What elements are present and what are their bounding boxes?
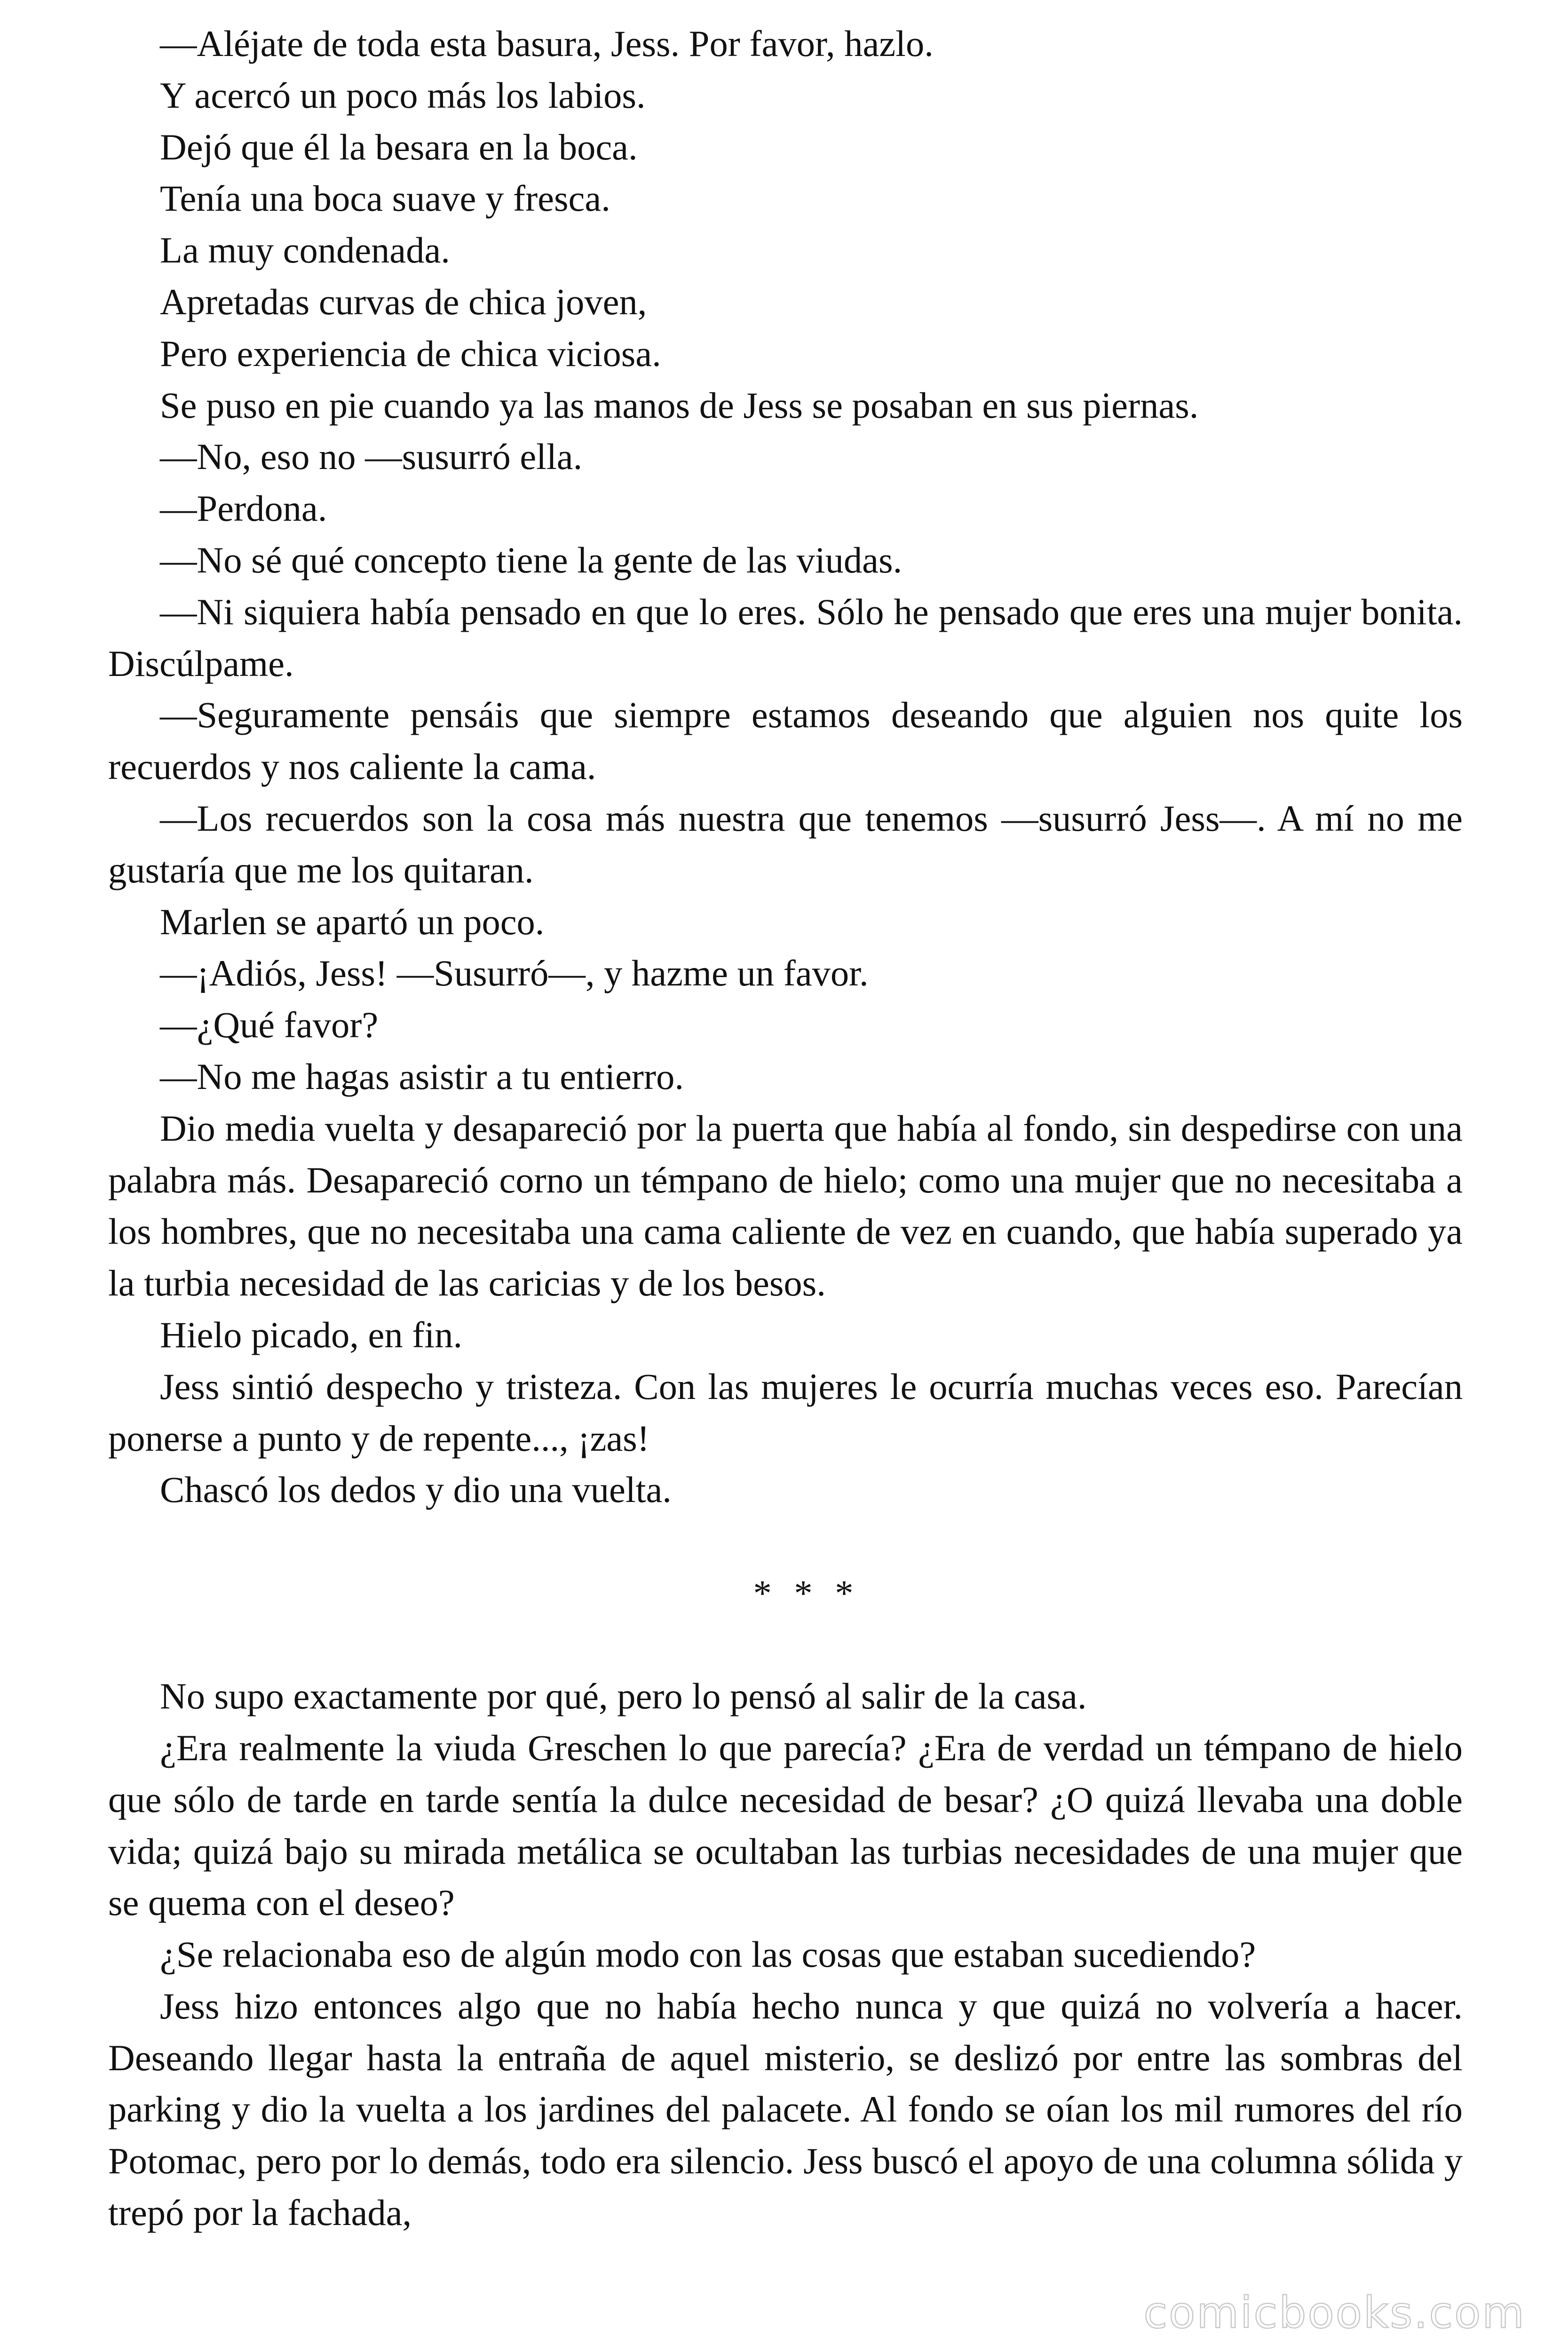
section-break: * * * [753,1573,860,1614]
paragraph: Hielo picado, en fin. [160,1314,463,1355]
dialogue-line: —Perdona. [160,488,327,529]
paragraph: Jess sintió despecho y tristeza. Con las mujeres le ocurría muchas veces eso. Parecían ponerse a punto y de repente..., ¡zas! [108,1366,1463,1459]
dialogue-line: —No me hagas asistir a tu entierro. [160,1056,684,1097]
dialogue-line: —¡Adiós, Jess! —Susurró—, y hazme un favor. [160,953,869,994]
dialogue-line: —Ni siquiera había pensado en que lo eres. Sólo he pensado que eres una mujer bonita. Discúlpame. [108,591,1463,684]
watermark: comicbooks.com [1143,2288,1526,2338]
paragraph: Apretadas curvas de chica joven, [160,281,647,322]
dialogue-line: —No, eso no —susurró ella. [160,436,583,477]
dialogue-line: —Los recuerdos son la cosa más nuestra que tenemos —susurró Jess—. A mí no me gustaría que me los quitaran. [108,797,1463,890]
paragraph: Dejó que él la besara en la boca. [160,126,638,167]
paragraph: La muy condenada. [160,230,450,271]
paragraph: No supo exactamente por qué, pero lo pensó al salir de la casa. [160,1676,1087,1717]
paragraph: —Aléjate de toda esta basura, Jess. Por favor, hazlo. [160,23,934,64]
paragraph: Chascó los dedos y dio una vuelta. [160,1469,672,1510]
paragraph: Tenía una boca suave y fresca. [160,178,610,219]
page-text [108,18,1463,2239]
paragraph: Marlen se apartó un poco. [160,901,545,942]
paragraph: ¿Era realmente la viuda Greschen lo que parecía? ¿Era de verdad un témpano de hielo que sólo de tarde en tarde sentía la dulce necesidad de besar? ¿O quizá llevaba una doble vida; quizá bajo su mirada metálica se ocultaban las turbias necesidades de una mujer que se quema con el deseo? [108,1727,1463,1923]
dialogue-line: —Seguramente pensáis que siempre estamos deseando que alguien nos quite los recuerdos y nos caliente la cama. [108,694,1463,787]
paragraph: Se puso en pie cuando ya las manos de Jess se posaban en sus piernas. [160,384,1199,426]
paragraph: Pero experiencia de chica viciosa. [160,333,661,374]
dialogue-line: —¿Qué favor? [160,1004,379,1046]
paragraph: Jess hizo entonces algo que no había hecho nunca y que quizá no volvería a hacer. Deseando llegar hasta la entraña de aquel misterio, se deslizó por entre las sombras del parking y dio la vuelta a los jardines del palacete. Al fondo se oían los mil rumores del río Potomac, pero por lo demás, todo era silencio. Jess buscó el apoyo de una columna sólida y trepó por la fachada, [108,1985,1463,2233]
paragraph: Dio media vuelta y desapareció por la puerta que había al fondo, sin despedirse con una palabra más. Desapareció corno un témpano de hielo; como una mujer que no necesitaba a los hombres, que no necesitaba una cama caliente de vez en cuando, que había superado ya la turbia necesidad de las caricias y de los besos. [108,1107,1463,1304]
dialogue-line: —No sé qué concepto tiene la gente de las viudas. [160,539,903,580]
paragraph: ¿Se relacionaba eso de algún modo con las cosas que estaban sucediendo? [160,1934,1256,1975]
paragraph: Y acercó un poco más los labios. [160,74,646,116]
